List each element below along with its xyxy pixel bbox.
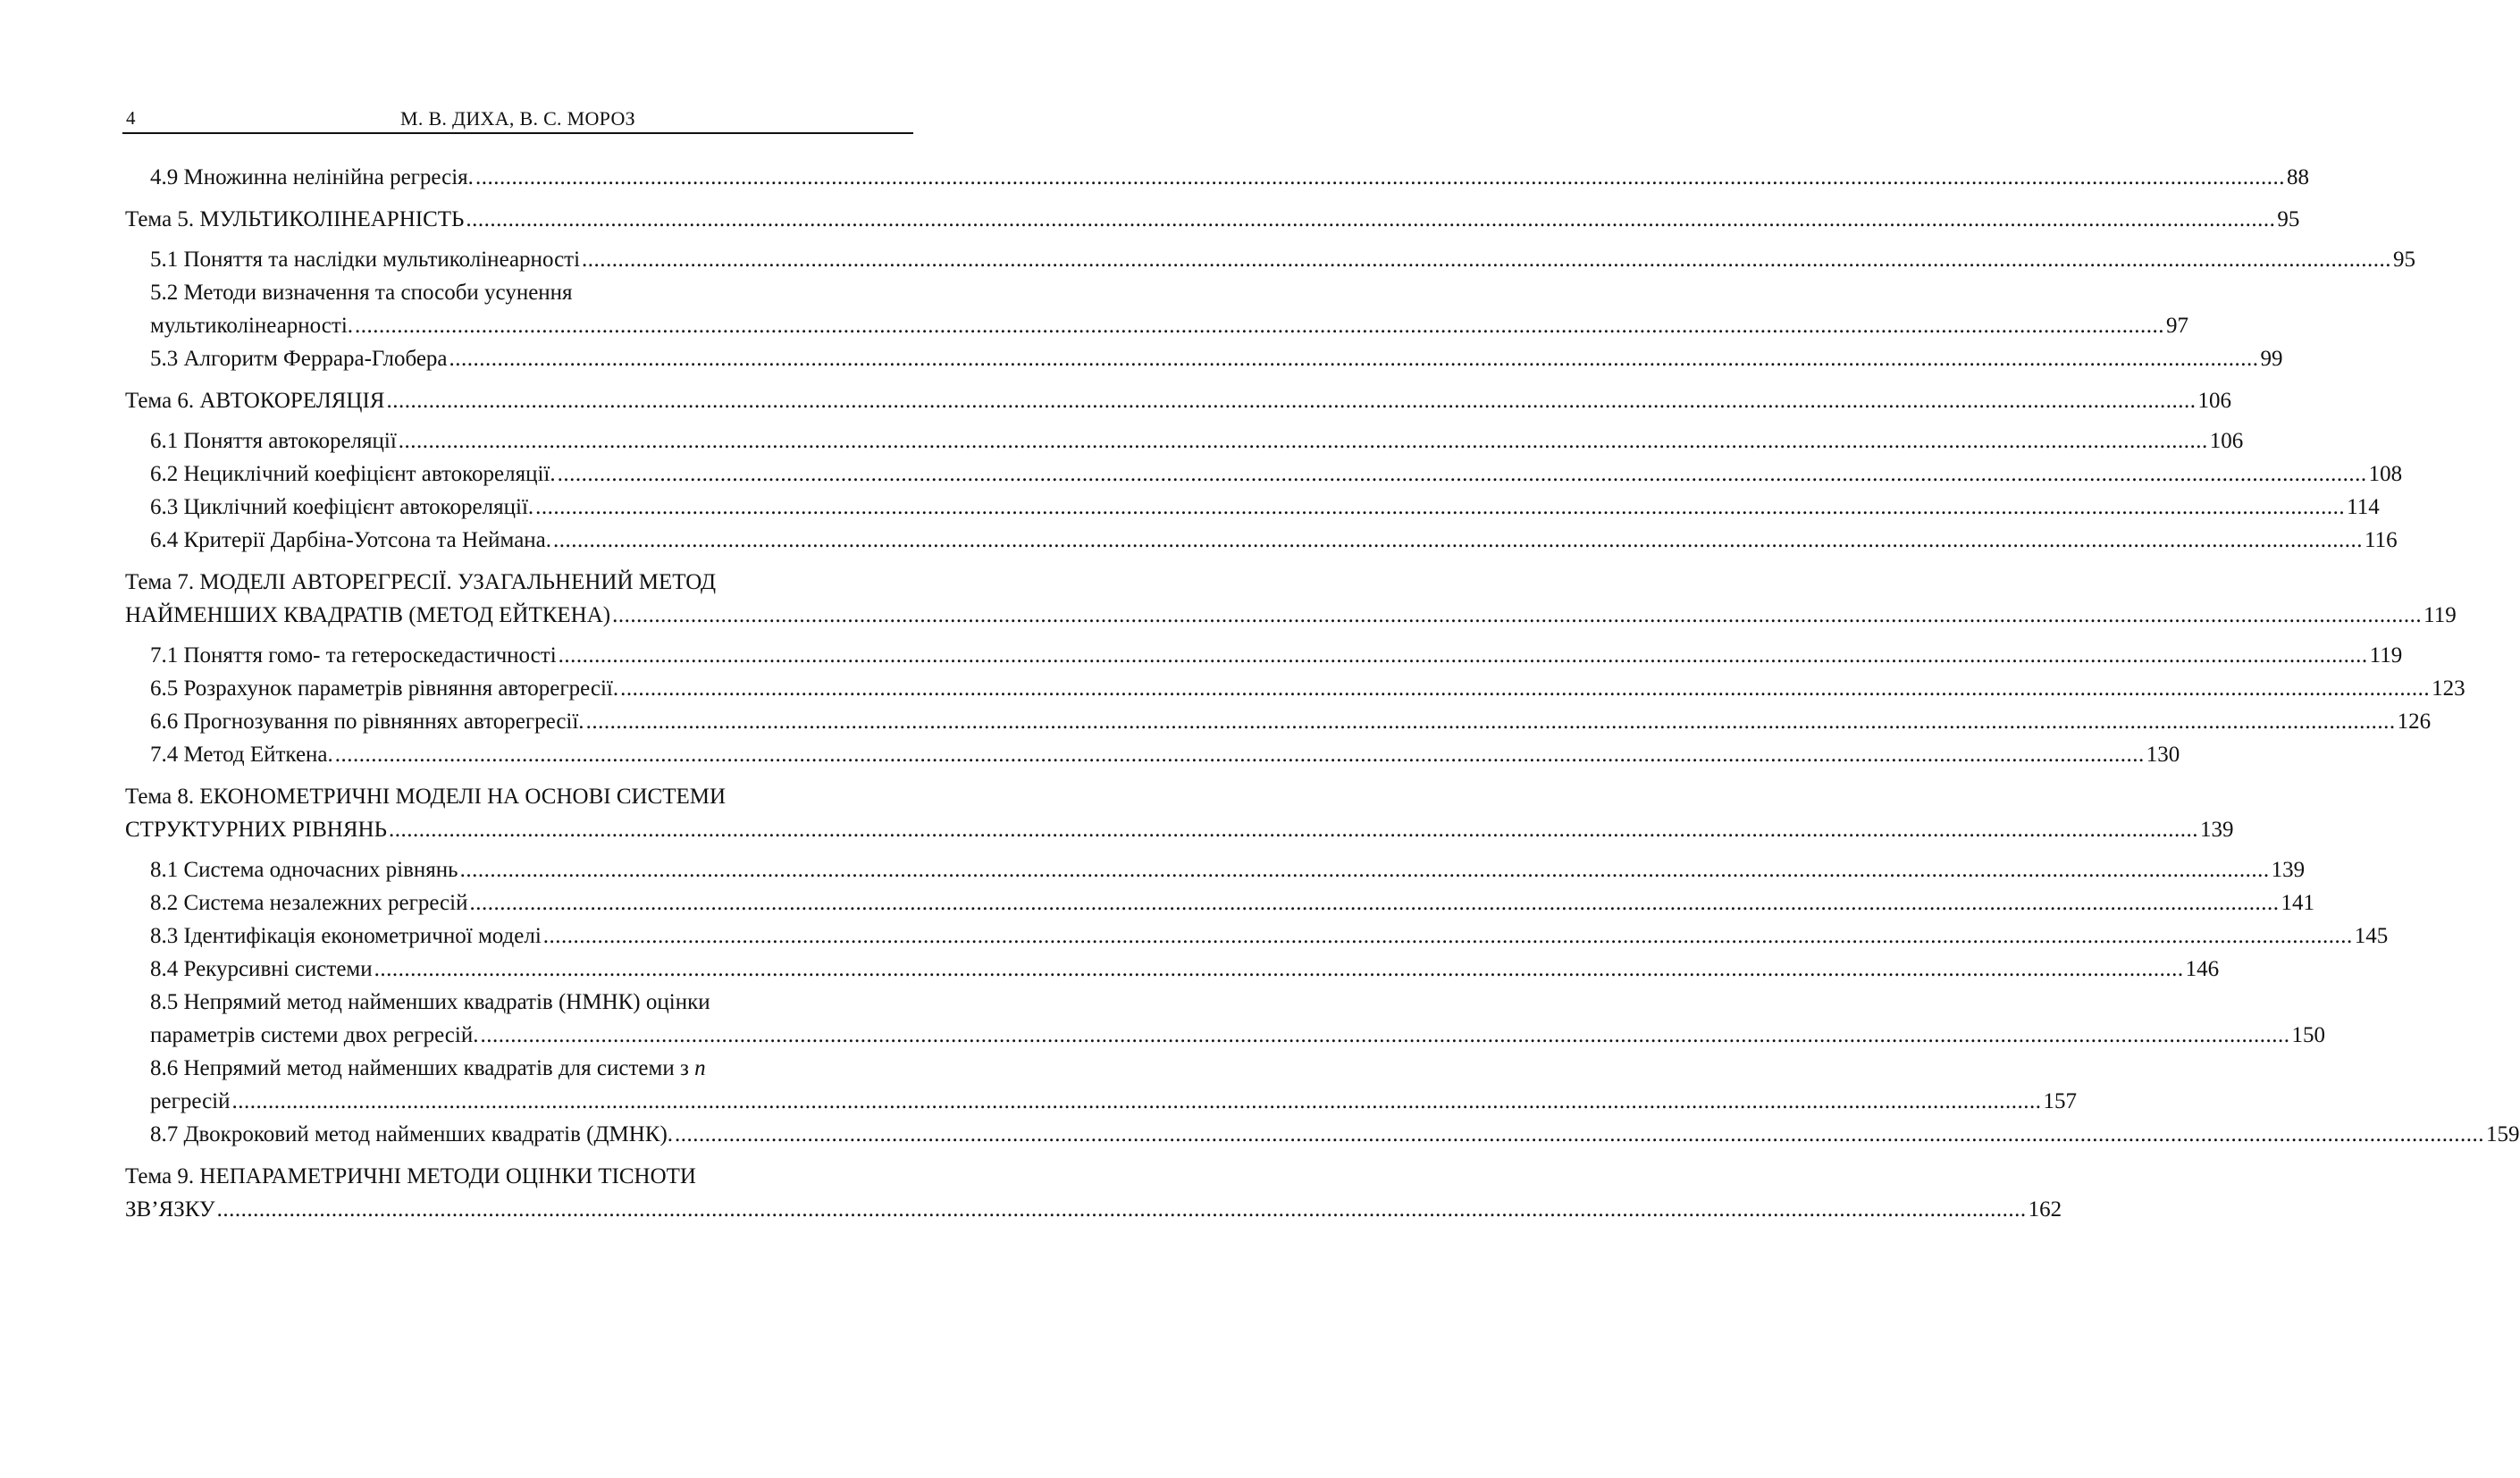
- toc-entry-title-line: Тема 8. ЕКОНОМЕТРИЧНІ МОДЕЛІ НА ОСНОВІ СИСТЕМИ: [125, 785, 727, 809]
- toc-entry-title-line: 5.2 Методи визначення та способи усунення: [150, 281, 573, 305]
- dot-leader: ............................................................................................................................................................................................................................................................................................................: [535, 495, 2346, 519]
- dot-leader: ............................................................................................................................................................................................................................................................................................................: [557, 462, 2367, 486]
- dot-leader: ............................................................................................................................................................................................................................................................................................................: [216, 1197, 2027, 1222]
- toc-entry-title: 6.5 Розрахунок параметрів рівняння авторегресії.: [150, 676, 619, 701]
- toc-page-number: 97: [2166, 314, 2189, 338]
- dot-leader: ............................................................................................................................................................................................................................................................................................................: [480, 1023, 2290, 1047]
- toc-page-number: 162: [2028, 1197, 2062, 1222]
- toc-entry-title: 8.7 Двокроковий метод найменших квадратів (ДМНК).: [150, 1122, 674, 1146]
- toc-section-entry: [122, 640, 2403, 673]
- toc-entry-title: 8.2 Система незалежних регресій: [150, 891, 468, 915]
- dot-leader: ............................................................................................................................................................................................................................................................................................................: [582, 248, 2392, 272]
- toc-section-entry: [122, 458, 2403, 491]
- dot-leader: ............................................................................................................................................................................................................................................................................................................: [374, 957, 2184, 981]
- page-number: 4: [126, 107, 136, 129]
- toc-entry-title: 7.1 Поняття гомо- та гетероскедастичності: [150, 643, 557, 668]
- toc-entry-title-line: 8.6 Непрямий метод найменших квадратів для системи з n: [150, 1056, 706, 1080]
- toc-section-entry: [122, 343, 2283, 376]
- toc-topic-entry: [122, 1161, 2062, 1227]
- toc-page-number: 146: [2185, 957, 2220, 981]
- toc-page-number: 150: [2291, 1023, 2325, 1047]
- dot-leader: ............................................................................................................................................................................................................................................................................................................: [334, 743, 2145, 767]
- dot-leader: ............................................................................................................................................................................................................................................................................................................: [388, 818, 2198, 842]
- dot-leader: ............................................................................................................................................................................................................................................................................................................: [475, 165, 2285, 189]
- toc-entry-title: СТРУКТУРНИХ РІВНЯНЬ: [125, 818, 387, 842]
- toc-entry-title: 5.1 Поняття та наслідки мультиколінеарності: [150, 248, 581, 272]
- toc-topic-entry: [122, 204, 2300, 237]
- running-title: М. В. ДИХА, В. С. МОРОЗ: [399, 107, 635, 130]
- running-header: [122, 105, 913, 134]
- toc-page-number: 99: [2260, 347, 2283, 371]
- toc-section-entry: [122, 162, 2309, 195]
- toc-entry-title: 4.9 Множинна нелінійна регресія.: [150, 165, 474, 189]
- toc-topic-entry: [122, 781, 2234, 847]
- toc-entry-title: мультиколінеарності.: [150, 314, 354, 338]
- toc-topic-entry: [122, 385, 2231, 418]
- toc-entry-title: 6.2 Нециклічний коефіцієнт автокореляції.: [150, 462, 556, 486]
- toc-section-entry: [122, 887, 2314, 920]
- toc-section-entry: [122, 987, 2325, 1053]
- toc-page-number: 130: [2146, 743, 2180, 767]
- toc-section-entry: [122, 1053, 2077, 1119]
- toc-page-number: 108: [2368, 462, 2403, 486]
- toc-page-number: 157: [2043, 1089, 2077, 1113]
- toc-entry-title: 8.1 Система одночасних рівнянь: [150, 858, 458, 882]
- toc-section-entry: [122, 739, 2180, 772]
- toc-page-number: 88: [2286, 165, 2309, 189]
- toc-page-number: 114: [2347, 495, 2380, 519]
- toc-entry-title: 6.3 Циклічний коефіцієнт автокореляції.: [150, 495, 534, 519]
- toc-entry-title-line: Тема 7. МОДЕЛІ АВТОРЕГРЕСІЇ. УЗАГАЛЬНЕНИЙ МЕТОД: [125, 570, 717, 594]
- dot-leader: ............................................................................................................................................................................................................................................................................................................: [398, 429, 2208, 453]
- toc-page-number: 106: [2209, 429, 2244, 453]
- dot-leader: ............................................................................................................................................................................................................................................................................................................: [558, 643, 2368, 668]
- toc-section-entry: [122, 953, 2220, 987]
- dot-leader: ............................................................................................................................................................................................................................................................................................................: [355, 314, 2165, 338]
- toc-page-number: 119: [2369, 643, 2403, 668]
- toc-section-entry: [122, 854, 2306, 887]
- toc-entry-title-line: 8.5 Непрямий метод найменших квадратів (НМНК) оцінки: [150, 990, 710, 1014]
- dot-leader: ............................................................................................................................................................................................................................................................................................................: [542, 924, 2353, 948]
- toc-section-entry: [122, 244, 2416, 277]
- toc-entry-title: ЗВ’ЯЗКУ: [125, 1197, 215, 1222]
- toc-page-number: 119: [2423, 603, 2457, 627]
- toc-entry-title: 8.3 Ідентифікація економетричної моделі: [150, 924, 542, 948]
- dot-leader: ............................................................................................................................................................................................................................................................................................................: [459, 858, 2270, 882]
- toc-section-entry: [122, 491, 2380, 525]
- toc-page-number: 126: [2397, 710, 2432, 734]
- toc-entry-title: Тема 6. АВТОКОРЕЛЯЦІЯ: [125, 389, 385, 413]
- toc-section-entry: [122, 425, 2244, 458]
- toc-page-number: 95: [2277, 207, 2300, 231]
- toc-page-number: 106: [2197, 389, 2231, 413]
- dot-leader: ............................................................................................................................................................................................................................................................................................................: [449, 347, 2259, 371]
- dot-leader: ............................................................................................................................................................................................................................................................................................................: [553, 528, 2364, 552]
- toc-entry-title: 6.1 Поняття автокореляції: [150, 429, 397, 453]
- toc-page-number: 139: [2271, 858, 2306, 882]
- toc-topic-entry: [122, 567, 2457, 633]
- toc-entry-title: 6.6 Прогнозування по рівняннях авторегресії.: [150, 710, 584, 734]
- toc-entry-title: регресій: [150, 1089, 231, 1113]
- toc-section-entry: [122, 920, 2389, 953]
- dot-leader: ............................................................................................................................................................................................................................................................................................................: [466, 207, 2276, 231]
- toc-page-number: 139: [2199, 818, 2234, 842]
- dot-leader: ............................................................................................................................................................................................................................................................................................................: [675, 1122, 2485, 1146]
- toc-page-number: 116: [2365, 528, 2398, 552]
- toc-section-entry: [122, 673, 2465, 706]
- toc-entry-title-line: Тема 9. НЕПАРАМЕТРИЧНІ МЕТОДИ ОЦІНКИ ТІСНОТИ: [125, 1164, 696, 1188]
- toc-entry-title: 6.4 Критерії Дарбіна-Уотсона та Неймана.: [150, 528, 552, 552]
- toc-section-entry: [122, 1119, 2520, 1152]
- toc-page-number: 95: [2393, 248, 2416, 272]
- dot-leader: ............................................................................................................................................................................................................................................................................................................: [231, 1089, 2042, 1113]
- dot-leader: ............................................................................................................................................................................................................................................................................................................: [386, 389, 2197, 413]
- dot-leader: ............................................................................................................................................................................................................................................................................................................: [469, 891, 2280, 915]
- dot-leader: ............................................................................................................................................................................................................................................................................................................: [620, 676, 2431, 701]
- toc-page-number: 141: [2281, 891, 2314, 915]
- toc-page-number: 159: [2486, 1122, 2520, 1146]
- toc-entry-title: параметрів системи двох регресій.: [150, 1023, 479, 1047]
- toc-section-entry: [122, 525, 2398, 558]
- toc-page-number: 123: [2432, 676, 2465, 701]
- dot-leader: ............................................................................................................................................................................................................................................................................................................: [612, 603, 2423, 627]
- toc-entry-title: 7.4 Метод Ейткена.: [150, 743, 333, 767]
- toc-entry-title: 8.4 Рекурсивні системи: [150, 957, 373, 981]
- toc-entry-title: 5.3 Алгоритм Феррара-Глобера: [150, 347, 448, 371]
- toc-entry-title: НАЙМЕНШИХ КВАДРАТІВ (МЕТОД ЕЙТКЕНА): [125, 603, 611, 627]
- toc-section-entry: [122, 706, 2432, 739]
- toc-section-entry: [122, 277, 2189, 343]
- toc-entry-title: Тема 5. МУЛЬТИКОЛІНЕАРНІСТЬ: [125, 207, 465, 231]
- table-of-contents: [122, 162, 2520, 1234]
- dot-leader: ............................................................................................................................................................................................................................................................................................................: [585, 710, 2396, 734]
- toc-page-number: 145: [2354, 924, 2389, 948]
